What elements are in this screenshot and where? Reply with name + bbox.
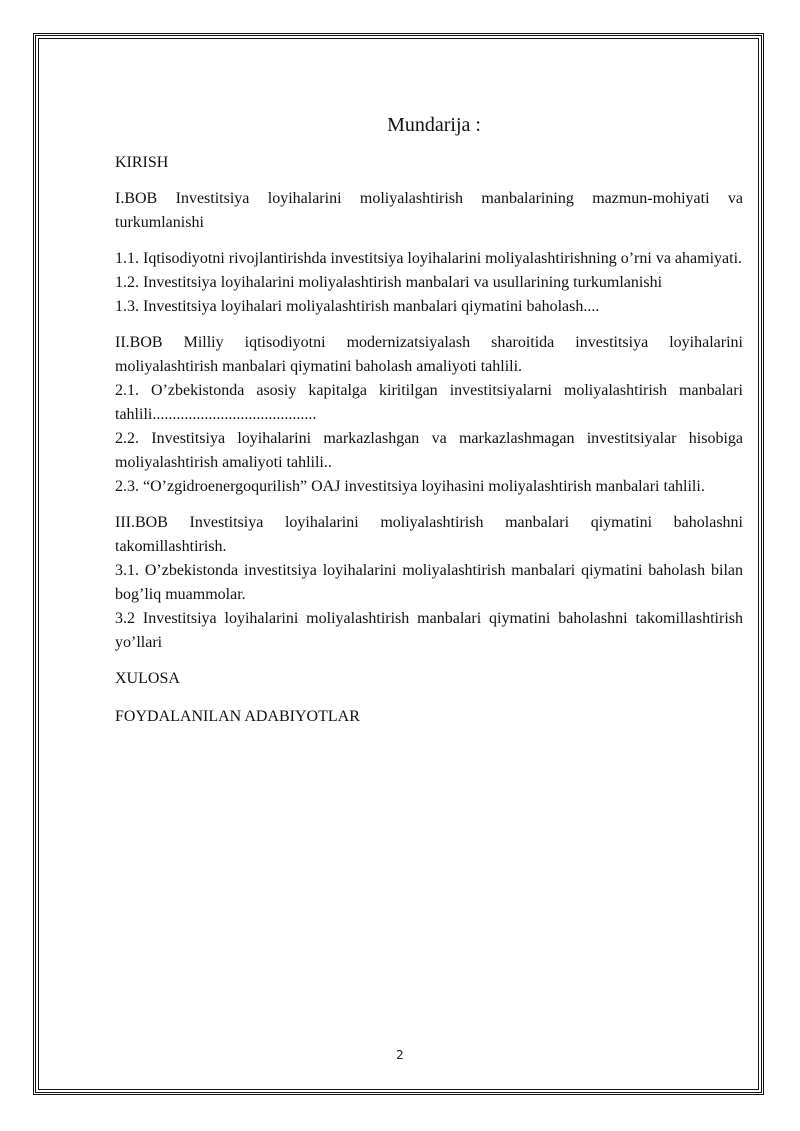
table-of-contents (115, 114, 743, 729)
toc-title: Mundarija : (387, 114, 481, 136)
chapter-2-title: II.BOB Milliy iqtisodiyotni modernizatsiyalash sharoitida investitsiya loyihalarini moliyalashtirish manbalari qiymatini baholash amaliyoti tahlili. (115, 334, 743, 375)
toc-item-1-3: 1.3. Investitsiya loyihalari moliyalashtirish manbalari qiymatini baholash.... (115, 298, 600, 315)
toc-item-2-3: 2.3. “O’zgidroenergoqurilish” OAJ investitsiya loyihasini moliyalashtirish manbalari tahlili. (115, 478, 705, 495)
toc-intro: KIRISH (115, 154, 169, 171)
chapter-1-title: I.BOB Investitsiya loyihalarini moliyalashtirish manbalarining mazmun-mohiyati va turkumlanishi (115, 190, 743, 231)
toc-references: FOYDALANILAN ADABIYOTLAR (115, 708, 360, 725)
toc-conclusion: XULOSA (115, 670, 180, 687)
toc-item-1-2: 1.2. Investitsiya loyihalarini moliyalashtirish manbalari va usullarining turkumlanishi (115, 274, 663, 291)
toc-item-3-1: 3.1. O’zbekistonda investitsiya loyihalarini moliyalashtirish manbalari qiymatini baholash bilan bog’liq muammolar. (115, 562, 743, 603)
chapter-3-title: III.BOB Investitsiya loyihalarini moliyalashtirish manbalari qiymatini baholashni takomillashtirish. (115, 514, 743, 555)
toc-item-3-2: 3.2 Investitsiya loyihalarini moliyalashtirish manbalari qiymatini baholashni takomillashtirish yo’llari (115, 610, 743, 651)
toc-item-1-1: 1.1. Iqtisodiyotni rivojlantirishda investitsiya loyihalarini moliyalashtirishning o’rni va ahamiyati. (115, 250, 743, 267)
toc-item-2-2: 2.2. Investitsiya loyihalarini markazlashgan va markazlashmagan investitsiyalar hisobiga moliyalashtirish amaliyoti tahlili.. (115, 430, 743, 471)
page-number: 2 (396, 1048, 404, 1062)
toc-item-2-1: 2.1. O’zbekistonda asosiy kapitalga kiritilgan investitsiyalarni moliyalashtirish manbalari tahlili......................................... (115, 382, 743, 423)
